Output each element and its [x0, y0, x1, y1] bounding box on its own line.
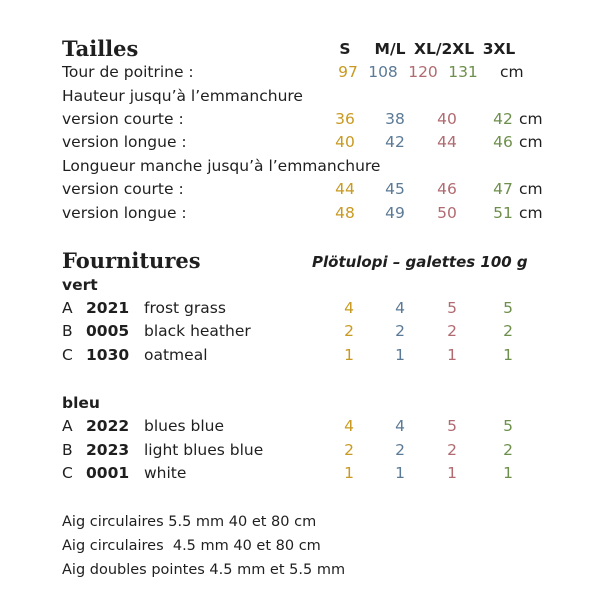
qty-ml: 4: [395, 417, 405, 435]
manche-longue-unit: cm: [519, 204, 543, 222]
hauteur-courte-unit: cm: [519, 110, 543, 128]
qty-ml: 4: [395, 299, 405, 317]
item-color-name: white: [144, 464, 187, 482]
item-letter: C: [62, 464, 73, 482]
item-code: 0005: [86, 322, 130, 340]
manche-longue-xl2xl: 50: [437, 204, 457, 222]
manche-courte-unit: cm: [519, 180, 543, 198]
item-letter: A: [62, 417, 73, 435]
manche-longue-label: version longue :: [62, 204, 187, 222]
qty-s: 4: [344, 417, 354, 435]
tour-unit: cm: [500, 63, 524, 81]
qty-s: 2: [344, 322, 354, 340]
qty-s: 1: [344, 346, 354, 364]
hauteur-courte-s: 36: [335, 110, 355, 128]
hauteur-longue-unit: cm: [519, 133, 543, 151]
item-code: 0001: [86, 464, 130, 482]
size-header-3xl: 3XL: [482, 40, 516, 58]
item-color-name: frost grass: [144, 299, 226, 317]
tailles-heading: Tailles: [62, 36, 139, 61]
hauteur-label: Hauteur jusqu’à l’emmanchure: [62, 87, 303, 105]
qty-3xl: 2: [503, 441, 513, 459]
qty-xl2xl: 2: [447, 322, 457, 340]
yarn-header: Plötulopi – galettes 100 g: [312, 253, 528, 271]
qty-s: 2: [344, 441, 354, 459]
item-color-name: oatmeal: [144, 346, 208, 364]
qty-s: 4: [344, 299, 354, 317]
needle-line: Aig circulaires 5.5 mm 40 et 80 cm: [62, 514, 317, 530]
manche-courte-s: 44: [335, 180, 355, 198]
qty-ml: 1: [395, 346, 405, 364]
qty-3xl: 5: [503, 417, 513, 435]
qty-xl2xl: 5: [447, 299, 457, 317]
qty-3xl: 5: [503, 299, 513, 317]
manche-courte-xl2xl: 46: [437, 180, 457, 198]
qty-xl2xl: 1: [447, 346, 457, 364]
item-code: 2022: [86, 417, 130, 435]
tour-label: Tour de poitrine :: [62, 63, 194, 81]
tour-xl2xl: 120: [408, 63, 438, 81]
qty-s: 1: [344, 464, 354, 482]
manche-longue-3xl: 51: [493, 204, 513, 222]
item-color-name: black heather: [144, 322, 251, 340]
qty-xl2xl: 2: [447, 441, 457, 459]
item-letter: B: [62, 441, 73, 459]
hauteur-longue-ml: 42: [385, 133, 405, 151]
hauteur-courte-3xl: 42: [493, 110, 513, 128]
manche-courte-3xl: 47: [493, 180, 513, 198]
manche-courte-label: version courte :: [62, 180, 184, 198]
hauteur-courte-ml: 38: [385, 110, 405, 128]
manche-label: Longueur manche jusqu’à l’emmanchure: [62, 157, 381, 175]
item-letter: B: [62, 322, 73, 340]
size-header-xl2xl: XL/2XL: [414, 40, 475, 58]
hauteur-longue-label: version longue :: [62, 133, 187, 151]
qty-ml: 2: [395, 322, 405, 340]
hauteur-courte-label: version courte :: [62, 110, 184, 128]
item-letter: A: [62, 299, 73, 317]
qty-3xl: 2: [503, 322, 513, 340]
item-color-name: blues blue: [144, 417, 225, 435]
hauteur-longue-s: 40: [335, 133, 355, 151]
item-color-name: light blues blue: [144, 441, 264, 459]
qty-3xl: 1: [503, 346, 513, 364]
manche-courte-ml: 45: [385, 180, 405, 198]
hauteur-courte-xl2xl: 40: [437, 110, 457, 128]
group-bleu-label: bleu: [62, 394, 100, 412]
tour-s: 97: [338, 63, 358, 81]
item-letter: C: [62, 346, 73, 364]
item-code: 1030: [86, 346, 130, 364]
hauteur-longue-xl2xl: 44: [437, 133, 457, 151]
manche-longue-s: 48: [335, 204, 355, 222]
hauteur-longue-3xl: 46: [493, 133, 513, 151]
qty-ml: 1: [395, 464, 405, 482]
size-header-s: S: [339, 40, 351, 58]
group-vert-label: vert: [62, 276, 98, 294]
size-header-ml: M/L: [374, 40, 406, 58]
needle-line: Aig circulaires 4.5 mm 40 et 80 cm: [62, 538, 321, 554]
item-code: 2023: [86, 441, 130, 459]
item-code: 2021: [86, 299, 130, 317]
qty-xl2xl: 5: [447, 417, 457, 435]
manche-longue-ml: 49: [385, 204, 405, 222]
tour-ml: 108: [368, 63, 398, 81]
fournitures-heading: Fournitures: [62, 248, 201, 273]
qty-3xl: 1: [503, 464, 513, 482]
qty-ml: 2: [395, 441, 405, 459]
needle-line: Aig doubles pointes 4.5 mm et 5.5 mm: [62, 562, 346, 578]
qty-xl2xl: 1: [447, 464, 457, 482]
tour-3xl: 131: [448, 63, 478, 81]
